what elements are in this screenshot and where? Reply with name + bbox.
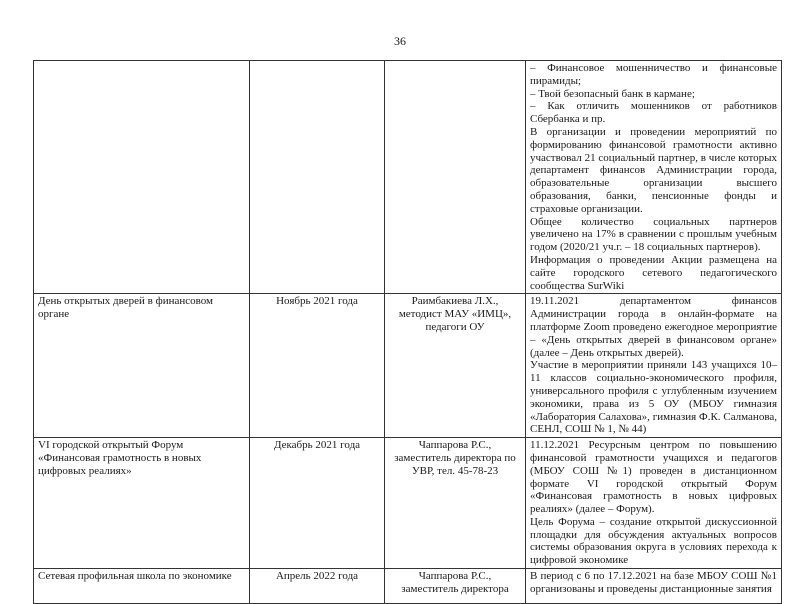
- event-cell: VI городской открытый Форум «Финансовая грамотность в новых цифровых реалиях»: [34, 438, 250, 569]
- table-row: [34, 438, 782, 569]
- description-paragraph: Информация о проведении Акции размещена на сайте городского сетевого педагогического сообщества SurWiki: [530, 253, 777, 292]
- date-cell: Декабрь 2021 года: [250, 438, 385, 569]
- description-paragraph: Цель Форума – создание открытой дискуссионной площадки для обсуждения актуальных вопросов системы образования округа в условиях перехода к цифровой экономике: [530, 515, 777, 567]
- date-cell: Ноябрь 2021 года: [250, 294, 385, 438]
- date-cell: [250, 61, 385, 294]
- description-cell: [526, 438, 782, 569]
- description-paragraph: Общее количество социальных партнеров увеличено на 17% в сравнении с прошлым учебным годом (2020/21 уч.г. – 18 социальных партнеров).: [530, 215, 777, 254]
- table-row: [34, 569, 782, 604]
- description-paragraph: – Твой безопасный банк в кармане;: [530, 87, 695, 100]
- description-paragraph: Участие в мероприятии приняли 143 учащихся 10–11 классов социально-экономического профиля, универсального профиля с углубленным изучением экономики, права из 5 ОУ (МБОУ гимназия «Лаборатория Салахова», гимназия Ф.К. Салманова, СЕНЛ, СОШ № 1, № 44): [530, 359, 777, 436]
- table-row: [34, 61, 782, 294]
- description-paragraph: – Как отличить мошенников от работников Сбербанка и пр.: [530, 100, 777, 126]
- responsible-cell: Чаппарова Р.С., заместитель директора: [385, 569, 526, 604]
- event-cell: Сетевая профильная школа по экономике: [34, 569, 250, 604]
- description-paragraph: – Финансовое мошенничество и финансовые пирамиды;: [530, 62, 777, 87]
- event-cell: День открытых дверей в финансовом органе: [34, 294, 250, 438]
- responsible-cell: [385, 61, 526, 294]
- description-paragraph: 19.11.2021 департаментом финансов Администрации города в онлайн-формате на платформе Zoom проведено ежегодное мероприятие – «День открытых дверей в финансовом органе» (далее – День открытых дверей).: [530, 295, 777, 359]
- description-cell: [526, 569, 782, 604]
- description-paragraph: В организации и проведении мероприятий по формированию финансовой грамотности активно участвовал 21 социальный партнер, в числе которых департамент финансов Администрации города, образовательные организации высшего образования, банки, пенсионные фонды и страховые организации.: [530, 125, 777, 215]
- responsible-cell: Чаппарова Р.С., заместитель директора по УВР, тел. 45-78-23: [385, 438, 526, 569]
- table-row: [34, 294, 782, 438]
- responsible-cell: Раимбакиева Л.Х., методист МАУ «ИМЦ», педагоги ОУ: [385, 294, 526, 438]
- event-cell: [34, 61, 250, 294]
- description-paragraph: В период с 6 по 17.12.2021 на базе МБОУ СОШ №1 организованы и проведены дистанционные занятия: [530, 570, 777, 595]
- description-cell: [526, 61, 782, 294]
- description-cell: [526, 294, 782, 438]
- description-paragraph: 11.12.2021 Ресурсным центром по повышению финансовой грамотности учащихся и педагогов (МБОУ СОШ №1) проведен в дистанционном формате VI городской открытый Форум «Финансовая грамотность в новых цифровых реалиях» (далее – Форум).: [530, 439, 777, 516]
- date-cell: Апрель 2022 года: [250, 569, 385, 604]
- page-number: 36: [394, 34, 406, 48]
- events-table: [33, 60, 782, 604]
